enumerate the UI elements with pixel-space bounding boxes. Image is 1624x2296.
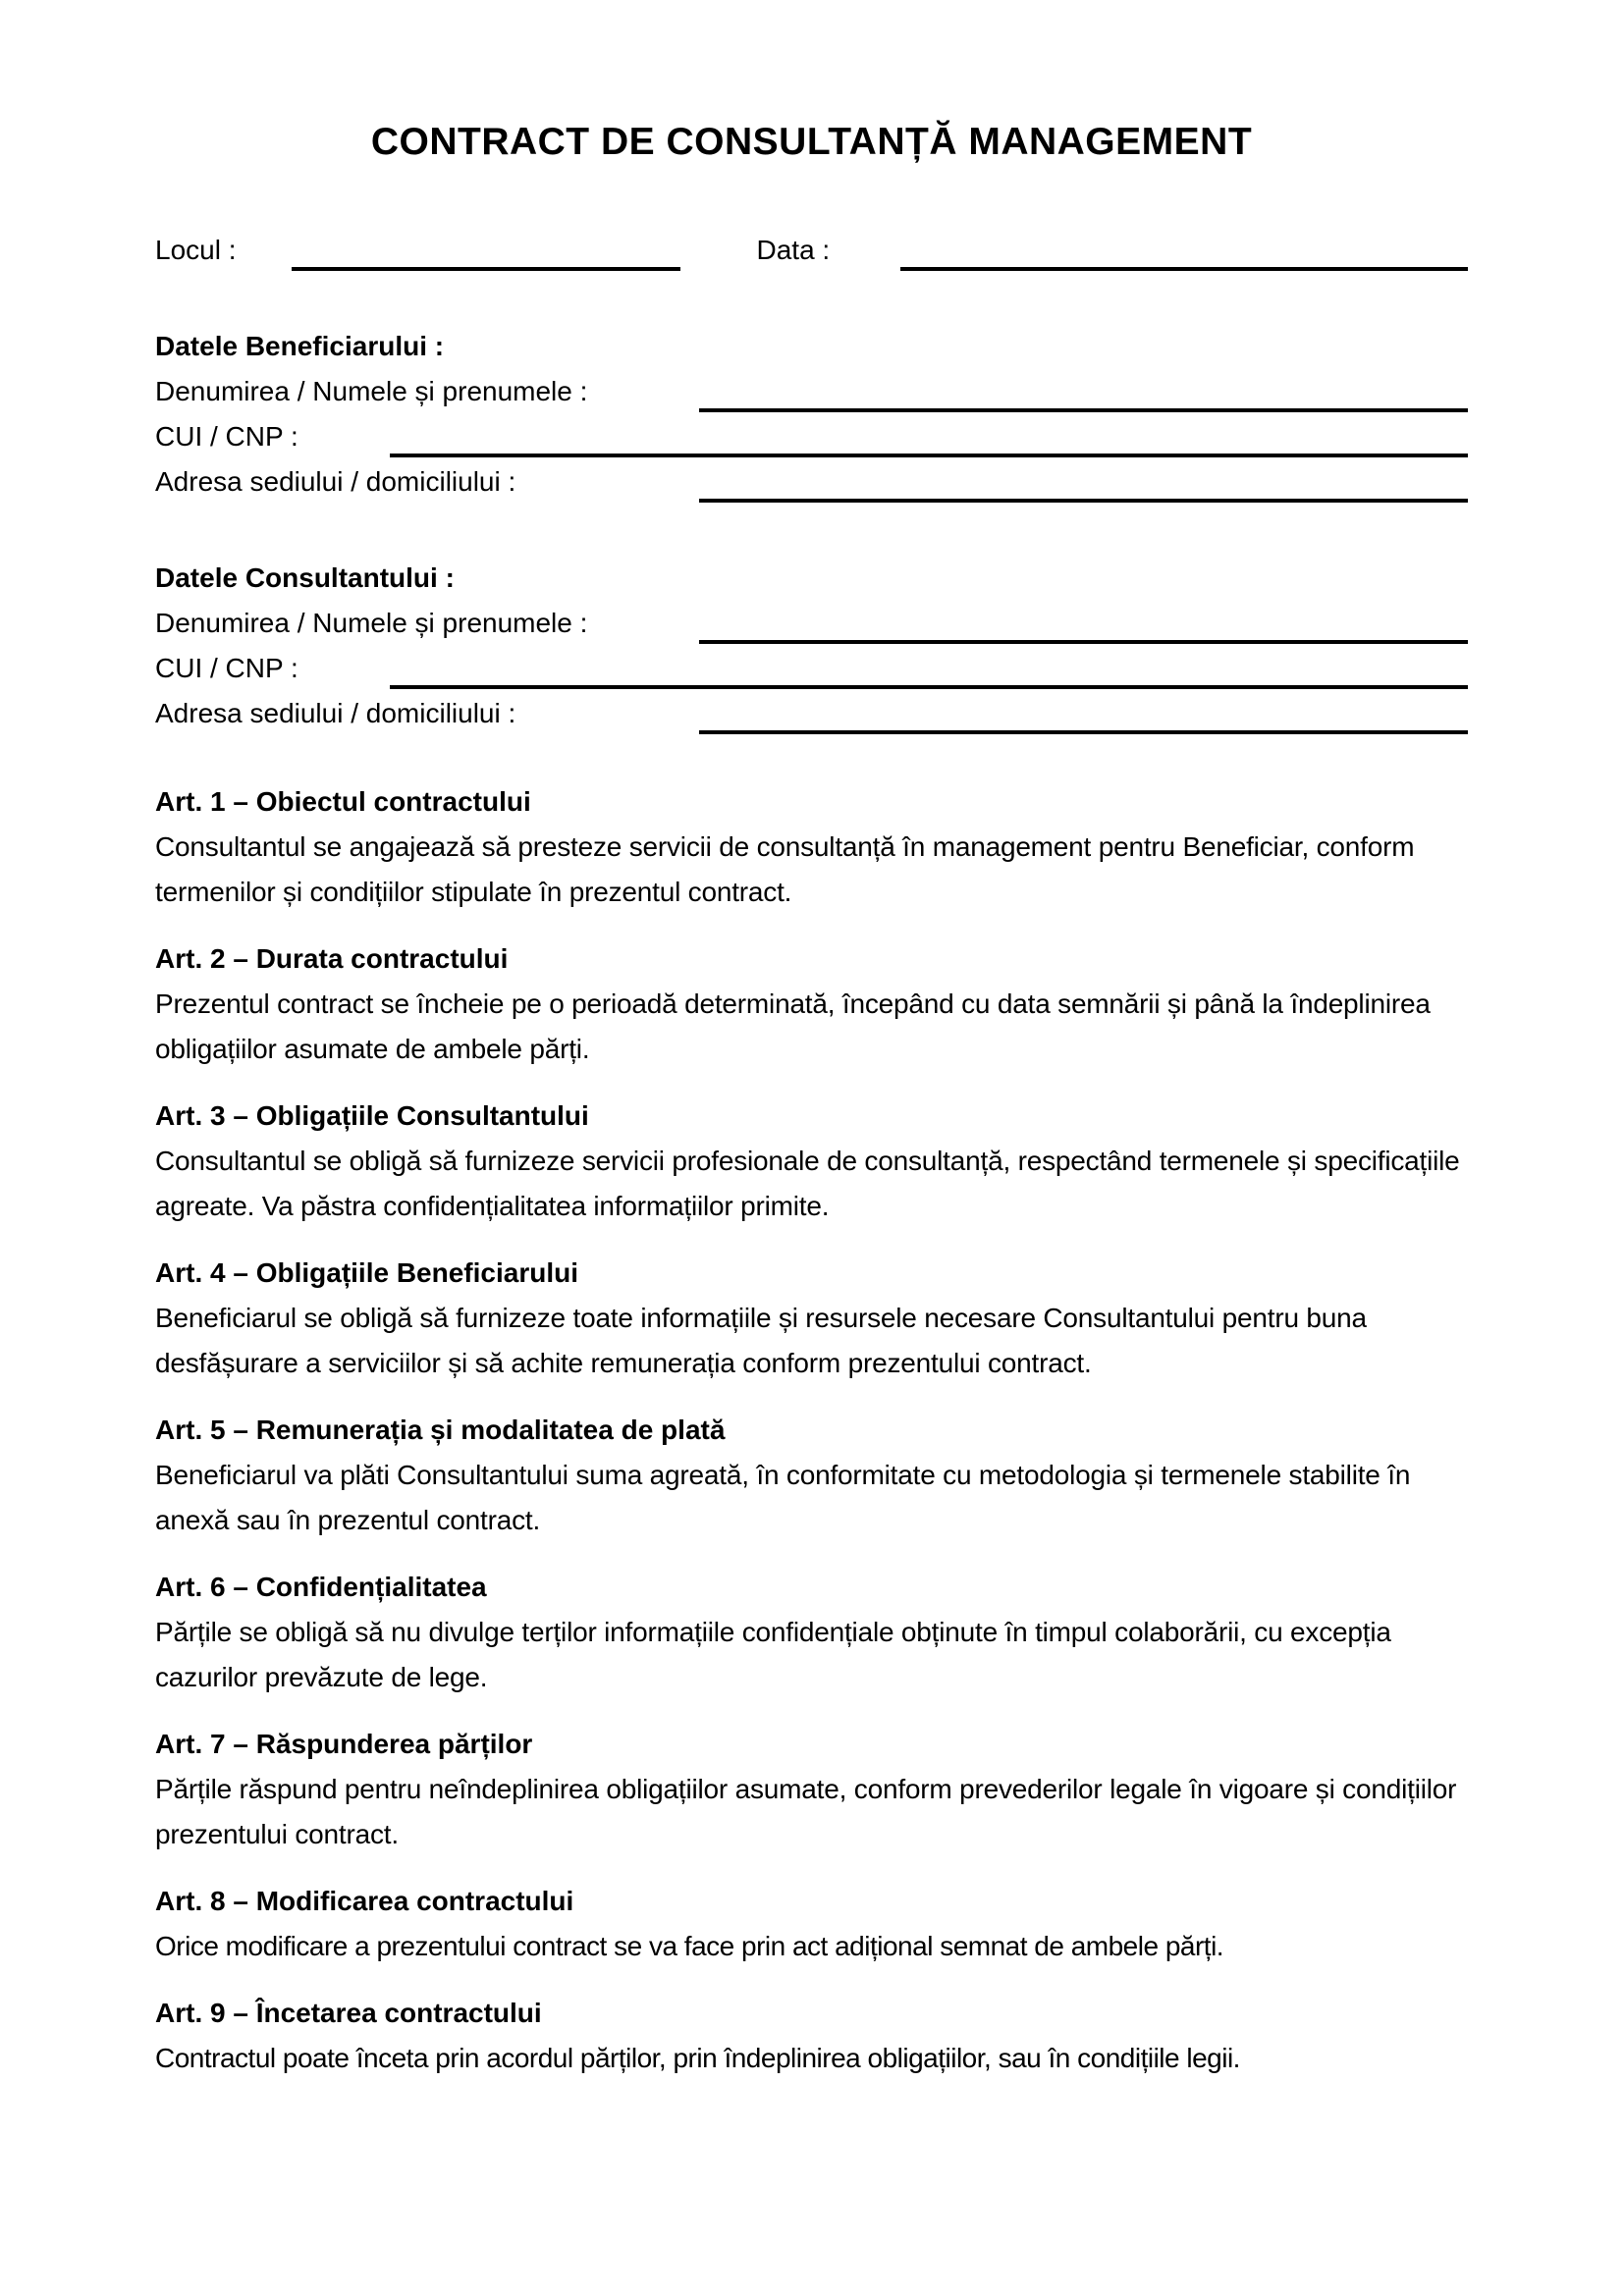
article-8-body: Orice modificare a prezentului contract se va face prin act adițional semnat de ambele părți. xyxy=(155,1931,1224,1961)
beneficiary-heading: Datele Beneficiarului : xyxy=(155,331,445,361)
article-2 xyxy=(155,936,1468,1072)
article-2-body: Prezentul contract se încheie pe o perioadă determinată, începând cu data semnării și până la îndeplinirea obligațiilor asumate de ambele părți. xyxy=(155,988,1431,1064)
article-6-body: Părțile se obligă să nu divulge terților informațiile confidențiale obținute în timpul colaborării, cu excepția cazurilor prevăzute de lege. xyxy=(155,1617,1391,1692)
article-3-body: Consultantul se obligă să furnizeze servicii profesionale de consultanță, respectând termenele și specificațiile agreate. Va păstra confidențialitatea informațiilor primite. xyxy=(155,1146,1460,1221)
consultant-section xyxy=(155,556,1468,736)
beneficiary-address-blank-line[interactable] xyxy=(699,459,1468,503)
date-blank-line[interactable] xyxy=(900,228,1468,271)
article-8 xyxy=(155,1879,1468,1969)
article-3 xyxy=(155,1094,1468,1229)
beneficiary-cui-row xyxy=(155,414,1468,459)
article-6-heading: Art. 6 – Confidențialitatea xyxy=(155,1572,487,1602)
beneficiary-name-row xyxy=(155,369,1468,414)
article-7-body: Părțile răspund pentru neîndeplinirea obligațiilor asumate, conform prevederilor legale în vigoare și condițiilor prezentului contract. xyxy=(155,1774,1457,1849)
article-1-body: Consultantul se angajează să presteze servicii de consultanță în management pentru Beneficiar, conform termenilor și condițiilor stipulate în prezentul contract. xyxy=(155,831,1415,907)
place-label: Locul : xyxy=(155,235,237,265)
article-7-heading: Art. 7 – Răspunderea părților xyxy=(155,1729,533,1759)
beneficiary-name-blank-line[interactable] xyxy=(699,369,1468,412)
article-4-heading: Art. 4 – Obligațiile Beneficiarului xyxy=(155,1257,578,1288)
consultant-heading: Datele Consultantului : xyxy=(155,562,455,593)
consultant-address-blank-line[interactable] xyxy=(699,691,1468,734)
consultant-cui-label: CUI / CNP : xyxy=(155,653,298,683)
consultant-address-row xyxy=(155,691,1468,736)
article-5-body: Beneficiarul va plăti Consultantului suma agreată, în conformitate cu metodologia și termenele stabilite în anexă sau în prezentul contract. xyxy=(155,1460,1411,1535)
article-2-heading: Art. 2 – Durata contractului xyxy=(155,943,509,974)
article-1-heading: Art. 1 – Obiectul contractului xyxy=(155,786,531,817)
consultant-name-row xyxy=(155,601,1468,646)
article-8-heading: Art. 8 – Modificarea contractului xyxy=(155,1886,574,1916)
beneficiary-name-label: Denumirea / Numele și prenumele : xyxy=(155,376,588,406)
beneficiary-cui-blank-line[interactable] xyxy=(390,414,1468,457)
article-7 xyxy=(155,1722,1468,1857)
article-4 xyxy=(155,1251,1468,1386)
article-9-body: Contractul poate înceta prin acordul părților, prin îndeplinirea obligațiilor, sau în condițiile legii. xyxy=(155,2043,1240,2073)
article-1 xyxy=(155,779,1468,915)
beneficiary-section xyxy=(155,324,1468,505)
beneficiary-address-row xyxy=(155,459,1468,505)
consultant-name-label: Denumirea / Numele și prenumele : xyxy=(155,608,588,638)
articles-list xyxy=(155,779,1468,2081)
article-9 xyxy=(155,1991,1468,2081)
consultant-cui-row xyxy=(155,646,1468,691)
consultant-cui-blank-line[interactable] xyxy=(390,646,1468,689)
place-date-row xyxy=(155,228,1468,273)
place-blank-line[interactable] xyxy=(292,228,680,271)
article-5 xyxy=(155,1408,1468,1543)
beneficiary-cui-label: CUI / CNP : xyxy=(155,421,298,452)
consultant-name-blank-line[interactable] xyxy=(699,601,1468,644)
consultant-address-label: Adresa sediului / domiciliului : xyxy=(155,698,516,728)
document-title: CONTRACT DE CONSULTANȚĂ MANAGEMENT xyxy=(370,121,1253,163)
article-9-heading: Art. 9 – Încetarea contractului xyxy=(155,1998,542,2028)
article-5-heading: Art. 5 – Remunerația și modalitatea de plată xyxy=(155,1415,726,1445)
beneficiary-address-label: Adresa sediului / domiciliului : xyxy=(155,466,516,497)
date-label: Data : xyxy=(756,235,831,265)
article-6 xyxy=(155,1565,1468,1700)
article-3-heading: Art. 3 – Obligațiile Consultantului xyxy=(155,1100,589,1131)
article-4-body: Beneficiarul se obligă să furnizeze toate informațiile și resursele necesare Consultantului pentru buna desfășurare a serviciilor și să achite remunerația conform prezentului contract. xyxy=(155,1303,1367,1378)
